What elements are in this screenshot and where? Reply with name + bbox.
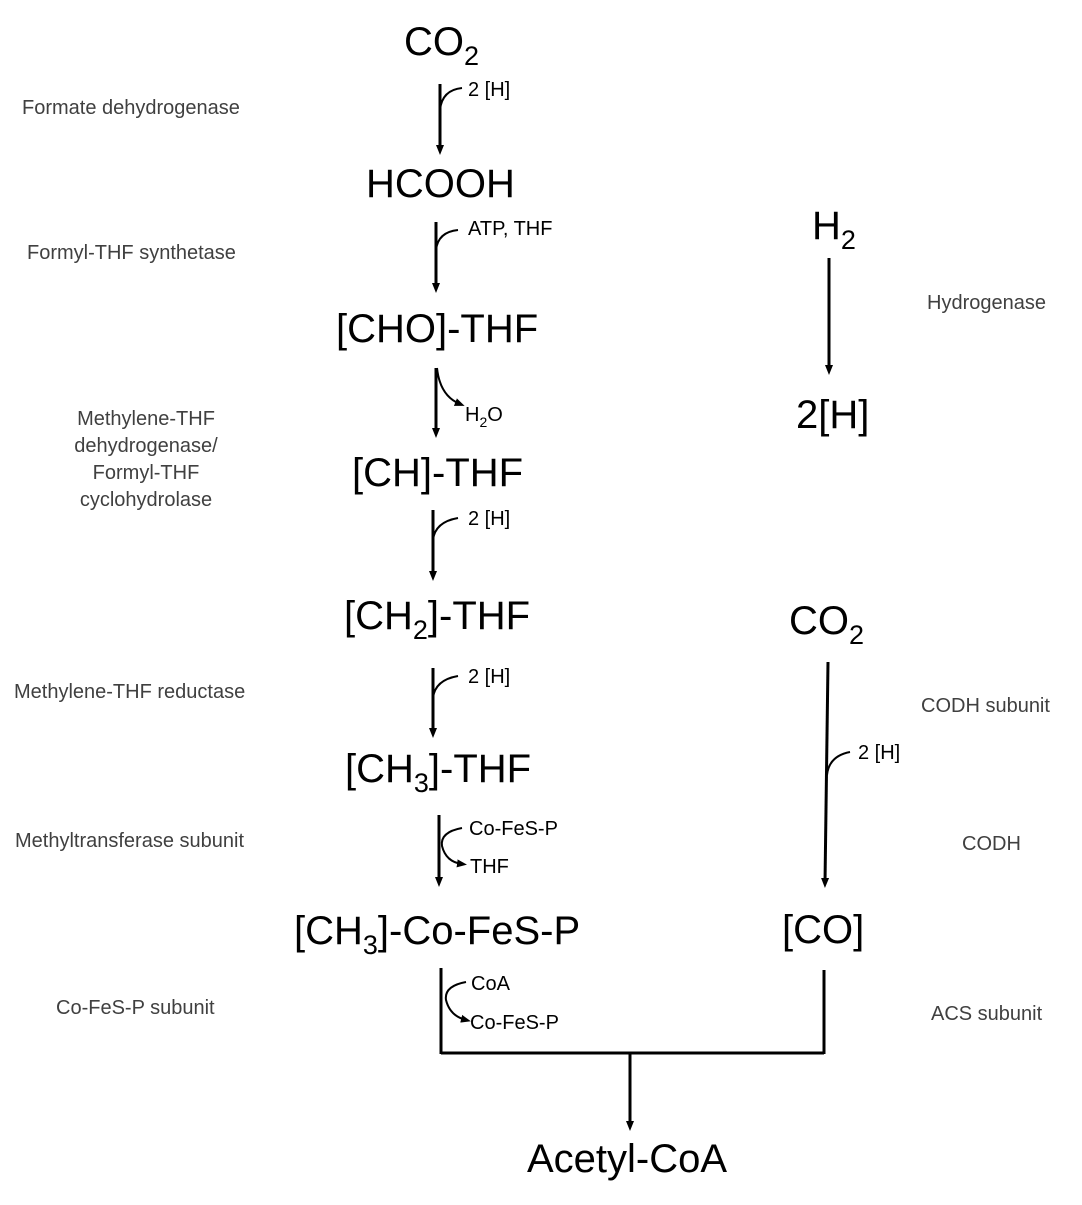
compound-ch3-thf: $[CH_3]$-THF — [345, 747, 532, 798]
cofactor-step2: ATP, THF — [468, 218, 553, 240]
enzyme-methylene-thf-reductase: Methylene-THF reductase — [14, 681, 246, 703]
enzyme-codh: CODH — [962, 833, 1021, 855]
cofactor-step3: $H_2O$ — [465, 404, 503, 430]
cofactor-codh: 2 [H] — [858, 742, 901, 764]
cofactor-curve-step6 — [442, 828, 462, 864]
compound-co2-right: $CO_2$ — [789, 599, 865, 650]
compound-ch3-cofesp: $[CH_3]-Co-FeS-P$ — [294, 909, 581, 960]
compound-2h: 2[H] — [796, 393, 870, 437]
compound-co2-top: $CO_2$ — [404, 20, 480, 71]
cofactor-curve-step5 — [433, 676, 458, 698]
cofactor-curve-step3 — [437, 368, 460, 404]
compound-ch2-thf: $[CH_2]$-THF — [344, 594, 531, 645]
enzyme-hydrogenase: Hydrogenase — [927, 292, 1046, 314]
cofactor-curve-step2 — [436, 230, 458, 250]
compound-h2: $H_2$ — [812, 204, 856, 255]
cofactor-step1: 2 [H] — [468, 79, 511, 101]
cofactor-curve-step7 — [446, 982, 466, 1020]
cofactor-curve-step1 — [440, 88, 462, 110]
enzyme-methyltransferase-subunit: Methyltransferase subunit — [15, 830, 245, 852]
cofactor-step5: 2 [H] — [468, 666, 511, 688]
compound-co: [CO] — [782, 908, 865, 952]
cofactor-step4: 2 [H] — [468, 508, 511, 530]
cofactor-curve-codh — [827, 752, 850, 775]
compound-hcooh: HCOOH — [366, 162, 515, 206]
compound-acetyl-coa: Acetyl-CoA — [527, 1137, 728, 1181]
compound-cho-thf: [CHO]-THF — [336, 307, 539, 351]
cofactor-step7-in: CoA — [471, 973, 510, 995]
compound-ch-thf: [CH]-THF — [352, 451, 524, 495]
enzyme-formate-dehydrogenase: Formate dehydrogenase — [22, 97, 240, 119]
enzyme-cofesp-subunit: Co-FeS-P subunit — [56, 997, 215, 1019]
cofactor-step6-out: THF — [470, 856, 509, 878]
cofactor-step6-in: Co-FeS-P — [469, 818, 558, 840]
cofactor-curve-step4 — [433, 518, 458, 540]
enzyme-acs-subunit: ACS subunit — [931, 1003, 1043, 1025]
enzyme-codh-subunit: CODH subunit — [921, 695, 1050, 717]
cofactor-step7-out: Co-FeS-P — [470, 1012, 559, 1034]
enzyme-formyl-thf-synthetase: Formyl-THF synthetase — [27, 242, 236, 264]
enzyme-methylene-thf-dehydrogenase: Methylene-THF dehydrogenase/ Formyl-THF cyclohydrolase — [74, 408, 218, 511]
